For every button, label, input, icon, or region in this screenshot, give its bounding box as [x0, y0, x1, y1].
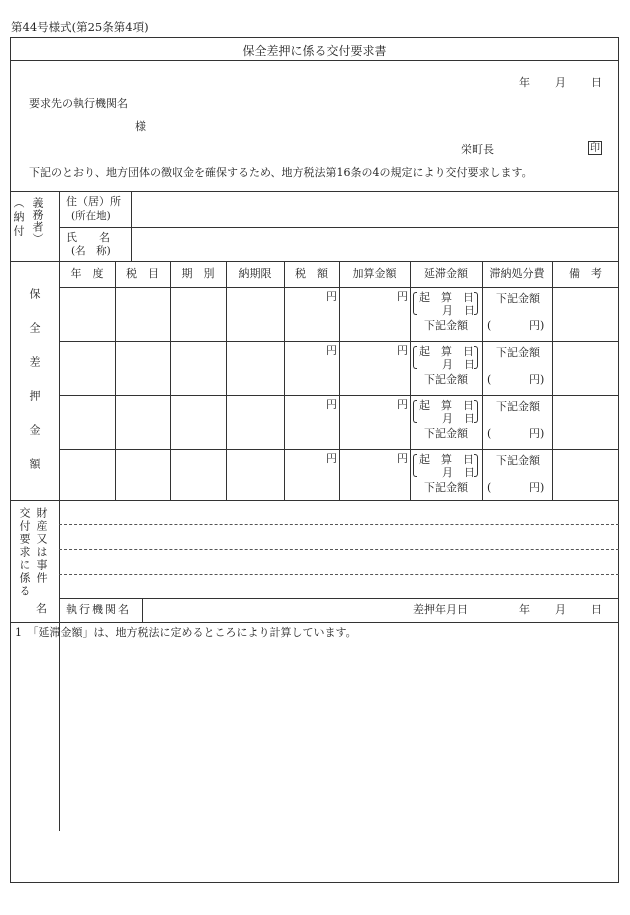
header-bottom-line	[59, 287, 619, 288]
tax-amount-yen: 円	[326, 344, 337, 357]
table-cell-tax-item[interactable]	[117, 397, 168, 447]
row-divider	[59, 449, 619, 450]
seizure-year: 年	[519, 603, 530, 616]
delay-note: 下記金額	[424, 373, 468, 386]
agency-row-top	[59, 598, 619, 599]
addition-yen: 円	[397, 398, 408, 411]
addition-yen: 円	[397, 344, 408, 357]
delay-start-label: 起 算 日	[419, 399, 474, 412]
fee-note: 下記金額	[496, 454, 540, 467]
agency-label-divider	[142, 598, 143, 622]
address-sub-label: (所在地)	[71, 210, 111, 222]
table-cell-period[interactable]	[172, 397, 224, 447]
amount-divider	[10, 500, 619, 501]
date-year: 年	[519, 76, 530, 89]
delay-month-day: 月 日	[442, 304, 475, 317]
form-number: 第44号様式(第25条第4項)	[11, 20, 149, 34]
column-divider	[339, 261, 340, 500]
header-due-date: 納期限	[238, 267, 272, 280]
fee-paren-open: (	[487, 319, 492, 332]
header-year: 年 度	[70, 267, 104, 280]
header-period: 期 別	[181, 267, 215, 280]
table-cell-due-date[interactable]	[228, 397, 282, 447]
delay-bracket-left	[413, 346, 417, 369]
column-divider	[552, 261, 553, 500]
property-label-left: 交付要求に係る	[18, 507, 31, 598]
taxpayer-label-divider	[131, 191, 132, 261]
header-addition: 加算金額	[352, 267, 397, 280]
fee-paren-open: (	[487, 373, 492, 386]
address-label: 住（居）所	[66, 195, 121, 208]
delay-start-label: 起 算 日	[419, 345, 474, 358]
executing-agency-field[interactable]	[146, 601, 406, 619]
taxpayer-label-right: 義務者︶	[31, 197, 44, 245]
name-field[interactable]	[134, 231, 616, 259]
property-divider	[10, 622, 619, 623]
table-cell-year[interactable]	[61, 343, 113, 393]
delay-month-day: 月 日	[442, 466, 475, 479]
header-divider	[10, 191, 619, 192]
fee-paren-open: (	[487, 481, 492, 494]
name-label: 氏 名	[66, 231, 110, 244]
fee-paren-close: 円)	[529, 481, 545, 494]
taxpayer-label-left: ︵納付	[12, 197, 25, 239]
delay-note: 下記金額	[424, 481, 468, 494]
fee-note: 下記金額	[496, 400, 540, 413]
tax-amount-yen: 円	[326, 290, 337, 303]
delay-note: 下記金額	[424, 319, 468, 332]
table-cell-remarks[interactable]	[554, 451, 616, 501]
amount-side-label: 保全差押金額	[28, 288, 41, 492]
date-day: 日	[591, 76, 602, 89]
sender-name: 栄町長	[461, 143, 494, 156]
table-cell-year[interactable]	[61, 397, 113, 447]
fee-paren-open: (	[487, 427, 492, 440]
fee-paren-close: 円)	[529, 319, 545, 332]
form-title: 保全差押に係る交付要求書	[242, 44, 387, 58]
table-cell-due-date[interactable]	[228, 451, 282, 501]
table-cell-remarks[interactable]	[554, 343, 616, 393]
tax-amount-yen: 円	[326, 398, 337, 411]
table-cell-remarks[interactable]	[554, 397, 616, 447]
row-divider	[59, 395, 619, 396]
table-cell-tax-item[interactable]	[117, 289, 168, 339]
table-cell-year[interactable]	[61, 451, 113, 501]
table-cell-remarks[interactable]	[554, 289, 616, 339]
property-dashed-line-3	[59, 574, 619, 575]
honorific: 様	[135, 120, 146, 133]
table-cell-year[interactable]	[61, 289, 113, 339]
seizure-month: 月	[555, 603, 566, 616]
date-month: 月	[555, 76, 566, 89]
delay-month-day: 月 日	[442, 412, 475, 425]
property-line-3[interactable]	[62, 552, 616, 572]
table-cell-period[interactable]	[172, 343, 224, 393]
taxpayer-divider	[10, 261, 619, 262]
addition-yen: 円	[397, 290, 408, 303]
delay-bracket-left	[413, 454, 417, 477]
column-divider	[170, 261, 171, 500]
fee-paren-close: 円)	[529, 373, 545, 386]
table-cell-period[interactable]	[172, 451, 224, 501]
delay-bracket-left	[413, 400, 417, 423]
fee-paren-close: 円)	[529, 427, 545, 440]
delay-start-label: 起 算 日	[419, 291, 474, 304]
property-label-right: 財産又は事件	[35, 507, 48, 585]
property-dashed-line-1	[59, 524, 619, 525]
row-divider	[59, 341, 619, 342]
column-divider	[226, 261, 227, 500]
column-divider	[482, 261, 483, 500]
header-delay: 延滞金額	[424, 267, 468, 280]
delay-month-day: 月 日	[442, 358, 475, 371]
name-sub-label: (名 称)	[71, 245, 111, 257]
property-line-2[interactable]	[62, 527, 616, 547]
executing-agency-label: 執行機関名	[66, 603, 131, 616]
property-dashed-line-2	[59, 549, 619, 550]
column-divider	[115, 261, 116, 500]
header-tax-item: 税 目	[126, 267, 159, 280]
seal-mark: 印	[590, 143, 600, 154]
delay-note: 下記金額	[424, 427, 468, 440]
seizure-day: 日	[591, 603, 602, 616]
address-field[interactable]	[134, 196, 616, 226]
property-line-1[interactable]	[62, 504, 616, 522]
recipient-label: 要求先の執行機関名	[29, 97, 128, 110]
delay-start-label: 起 算 日	[419, 453, 474, 466]
address-row-divider	[59, 227, 619, 228]
table-cell-tax-item[interactable]	[117, 343, 168, 393]
property-label-bottom: 名	[36, 602, 47, 615]
column-divider	[410, 261, 411, 500]
seizure-date-label: 差押年月日	[413, 603, 468, 616]
header-remarks: 備 考	[569, 267, 602, 280]
fee-note: 下記金額	[496, 346, 540, 359]
table-cell-due-date[interactable]	[228, 289, 282, 339]
header-tax-amount: 税 額	[295, 267, 328, 280]
column-divider	[284, 261, 285, 500]
header-delinquency-fee: 滞納処分費	[489, 267, 545, 280]
delay-bracket-left	[413, 292, 417, 315]
intro-text: 下記のとおり、地方団体の徴収金を確保するため、地方税法第16条の4の規定により交付要求します。	[29, 166, 533, 179]
footnote: 1 「延滞金額」は、地方税法に定めるところにより計算しています。	[15, 626, 357, 639]
fee-note: 下記金額	[496, 292, 540, 305]
tax-amount-yen: 円	[326, 452, 337, 465]
table-cell-tax-item[interactable]	[117, 451, 168, 501]
title-divider	[10, 60, 619, 61]
table-cell-period[interactable]	[172, 289, 224, 339]
addition-yen: 円	[397, 452, 408, 465]
table-cell-due-date[interactable]	[228, 343, 282, 393]
